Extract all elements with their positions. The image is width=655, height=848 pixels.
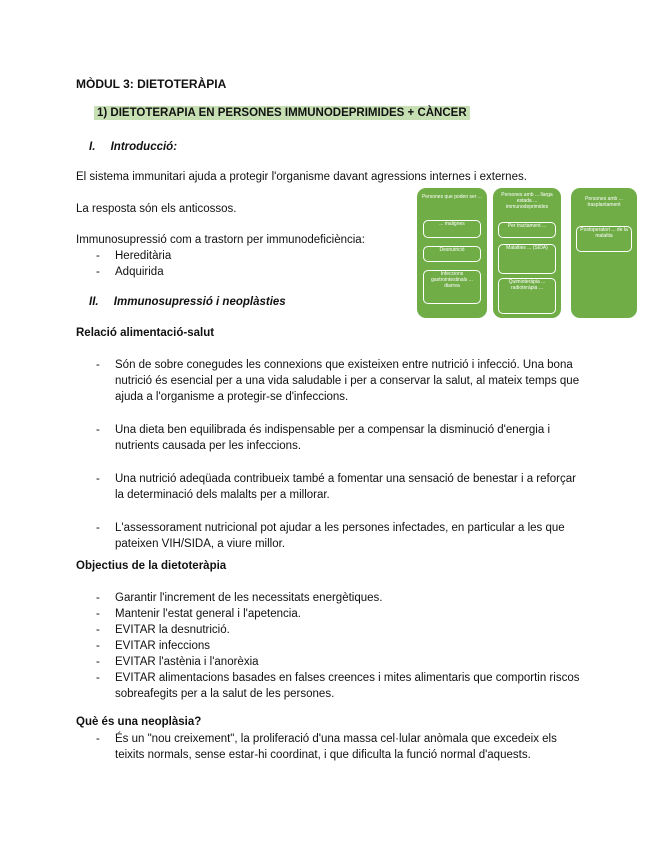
section-1-heading [89,141,177,153]
neoplasia-heading: Què és una neoplàsia? [76,716,202,728]
intro-line-2: La resposta són els anticossos. [76,203,237,215]
immuno-types-list [76,248,171,280]
intro-line-3: Immunosupressió com a trastorn per immunodeficiència: [76,234,365,246]
list-item: - És un "nou creixement", la proliferació d'una massa cel·lular anòmala que excedeix els teixits normals, sense estar-hi coordinat, i que dificulta la funció normal d'aquests. [76,731,581,763]
list-item: - Mantenir l'estat general i l'apetencia. [76,606,581,622]
diagram-box: Infeccions gastrointestinals ... diarrea [423,270,481,304]
diagram-column-1 [417,188,487,318]
relacio-list [76,357,581,569]
list-item: - Una nutrició adeqüada contribueix també a fomentar una sensació de benestar i a reforçar la determinació dels malalts per a millorar. [76,471,581,503]
diagram-column-title: Persones que poden ser ... [421,194,483,200]
neoplasia-list [76,731,581,763]
section-1-title: Introducció: [110,141,178,153]
module-title: MÒDUL 3: DIETOTERÀPIA [76,77,227,91]
diagram-column-title: Persones amb ... trasplantament [585,196,623,208]
section-1-number: I. [89,141,96,153]
diagram-box: Desnutrició [423,246,481,262]
list-item: - L'assessorament nutricional pot ajudar a les persones infectades, en particular a les que pateixen VIH/SIDA, a viure millor. [76,520,581,552]
diagram-box: Postoperatori ... de la malaltia [576,226,632,252]
diagram-box: Malalties ... (SIDA) [498,244,556,274]
diagram-box: Quimioteràpia ... radioteràpia ... [498,278,556,314]
objectius-list [76,590,581,702]
diagram-box: Per tractament ... [498,222,556,238]
list-item: - Adquirida [76,264,171,280]
section-2-title: Immunosupressió i neoplàsties [113,296,286,308]
section-2-number: II. [89,296,99,308]
diagram-column-title: Persones amb ... llarga estada ... immunodeprimides [501,192,553,210]
list-item: - EVITAR alimentacions basades en falses creences i mites alimentaris que comportin riscos sobreafegits per a la salut de les persones. [76,670,581,702]
objectius-heading: Objectius de la dietoteràpia [76,560,227,572]
list-item: - EVITAR l'astènia i l'anorèxia [76,654,581,670]
list-item: - Hereditària [76,248,171,264]
list-item: - Són de sobre conegudes les connexions que existeixen entre nutrició i infecció. Una bona nutrició és esencial per a una vida saludable i per a conservar la salut, al mateix temps que ajuda a l'organisme a protegir-se d'infeccions. [76,357,581,405]
diagram-column-2 [493,188,561,318]
list-item: - Una dieta ben equilibrada és indispensable per a compensar la disminució d'energia i nutrients causada per les infeccions. [76,422,581,454]
section-2-heading [89,296,286,308]
diagram-column-3 [571,188,637,318]
diagram-box: ... malignes [423,220,481,238]
list-item: - Garantir l'increment de les necessitats energètiques. [76,590,581,606]
intro-line-1: El sistema immunitari ajuda a protegir l'organisme davant agressions internes i externes. [76,171,527,183]
immunosuppression-diagram [417,188,639,320]
list-item: - EVITAR infeccions [76,638,581,654]
relacio-heading: Relació alimentació-salut [76,327,215,339]
list-item: - EVITAR la desnutrició. [76,622,581,638]
section-heading-1: 1) DIETOTERAPIA EN PERSONES IMMUNODEPRIMIDES + CÀNCER [94,106,470,120]
